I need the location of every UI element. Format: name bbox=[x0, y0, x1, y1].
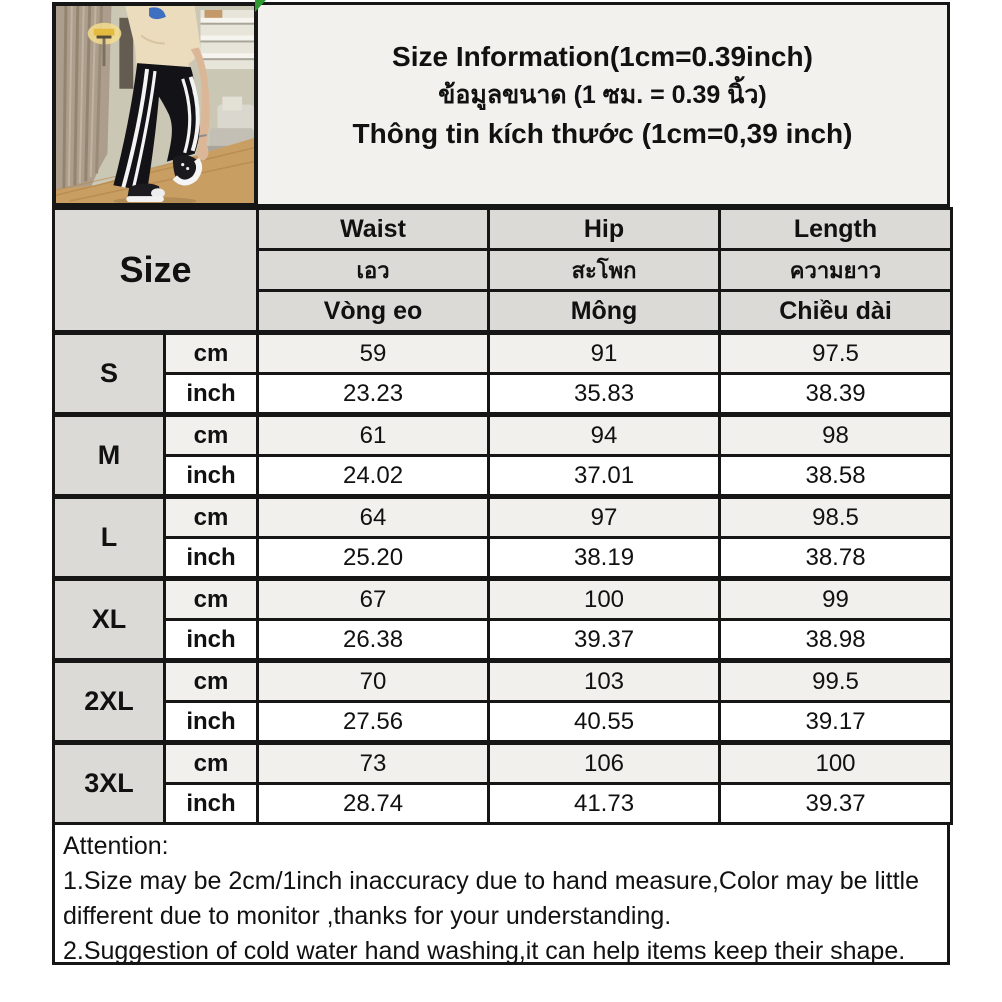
unit-label-cm: cm bbox=[165, 579, 258, 620]
size-row-cm bbox=[54, 497, 952, 538]
length-cm-value: 100 bbox=[720, 743, 952, 784]
length-cm-value: 99.5 bbox=[720, 661, 952, 702]
unit-label-cm: cm bbox=[165, 415, 258, 456]
unit-label-inch: inch bbox=[165, 784, 258, 824]
attention-box bbox=[52, 825, 950, 965]
length-cm-value: 98.5 bbox=[720, 497, 952, 538]
column-header-length-thai: ความยาว bbox=[720, 250, 952, 291]
unit-label-cm: cm bbox=[165, 743, 258, 784]
column-header-waist-thai: เอว bbox=[258, 250, 489, 291]
size-header: Size bbox=[54, 209, 258, 333]
product-photo bbox=[52, 2, 258, 207]
size-table-body bbox=[54, 333, 952, 824]
waist-inch-value: 24.02 bbox=[258, 456, 489, 497]
length-inch-value: 38.39 bbox=[720, 374, 952, 415]
size-chart-sheet bbox=[52, 2, 950, 965]
waist-cm-value: 70 bbox=[258, 661, 489, 702]
waist-cm-value: 73 bbox=[258, 743, 489, 784]
column-header-hip: Hip bbox=[489, 209, 720, 250]
column-header-hip-vietnamese: Mông bbox=[489, 291, 720, 333]
size-label: 2XL bbox=[54, 661, 165, 743]
unit-label-cm: cm bbox=[165, 333, 258, 374]
hip-cm-value: 106 bbox=[489, 743, 720, 784]
waist-inch-value: 28.74 bbox=[258, 784, 489, 824]
hip-cm-value: 103 bbox=[489, 661, 720, 702]
size-label: M bbox=[54, 415, 165, 497]
length-cm-value: 99 bbox=[720, 579, 952, 620]
hip-cm-value: 94 bbox=[489, 415, 720, 456]
hip-inch-value: 35.83 bbox=[489, 374, 720, 415]
column-header-length-vietnamese: Chiều dài bbox=[720, 291, 952, 333]
unit-label-inch: inch bbox=[165, 538, 258, 579]
length-inch-value: 38.58 bbox=[720, 456, 952, 497]
size-table bbox=[52, 207, 953, 825]
size-label: L bbox=[54, 497, 165, 579]
top-band bbox=[52, 2, 950, 207]
hip-cm-value: 97 bbox=[489, 497, 720, 538]
size-row-cm bbox=[54, 579, 952, 620]
unit-label-inch: inch bbox=[165, 374, 258, 415]
waist-inch-value: 23.23 bbox=[258, 374, 489, 415]
attention-note-1: 1.Size may be 2cm/1inch inaccuracy due to hand measure,Color may be little different due to monitor ,thanks for your understanding. bbox=[63, 867, 919, 930]
unit-label-inch: inch bbox=[165, 620, 258, 661]
length-cm-value: 98 bbox=[720, 415, 952, 456]
attention-heading: Attention: bbox=[63, 832, 169, 860]
size-row-cm bbox=[54, 743, 952, 784]
size-label: XL bbox=[54, 579, 165, 661]
size-label: S bbox=[54, 333, 165, 415]
column-header-hip-thai: สะโพก bbox=[489, 250, 720, 291]
size-row-inch bbox=[54, 374, 952, 415]
title-box bbox=[258, 2, 950, 207]
column-header-waist: Waist bbox=[258, 209, 489, 250]
hip-cm-value: 100 bbox=[489, 579, 720, 620]
size-label: 3XL bbox=[54, 743, 165, 824]
waist-cm-value: 61 bbox=[258, 415, 489, 456]
waist-inch-value: 26.38 bbox=[258, 620, 489, 661]
product-photo-illustration bbox=[56, 6, 254, 203]
hip-inch-value: 39.37 bbox=[489, 620, 720, 661]
size-row-inch bbox=[54, 620, 952, 661]
size-table-header bbox=[54, 209, 952, 333]
length-inch-value: 38.78 bbox=[720, 538, 952, 579]
title-english: Size Information(1cm=0.39inch) bbox=[392, 41, 813, 72]
length-inch-value: 38.98 bbox=[720, 620, 952, 661]
attention-note-2: 2.Suggestion of cold water hand washing,it can help items keep their shape. bbox=[63, 937, 906, 965]
waist-cm-value: 59 bbox=[258, 333, 489, 374]
wall-shelf bbox=[201, 10, 254, 69]
size-row-inch bbox=[54, 784, 952, 824]
waist-inch-value: 27.56 bbox=[258, 702, 489, 743]
size-row-inch bbox=[54, 538, 952, 579]
unit-label-inch: inch bbox=[165, 456, 258, 497]
hip-cm-value: 91 bbox=[489, 333, 720, 374]
hip-inch-value: 38.19 bbox=[489, 538, 720, 579]
title-vietnamese: Thông tin kích thước (1cm=0,39 inch) bbox=[352, 118, 853, 149]
waist-cm-value: 64 bbox=[258, 497, 489, 538]
waist-cm-value: 67 bbox=[258, 579, 489, 620]
size-row-cm bbox=[54, 333, 952, 374]
hip-inch-value: 40.55 bbox=[489, 702, 720, 743]
size-row-inch bbox=[54, 702, 952, 743]
size-row-inch bbox=[54, 456, 952, 497]
column-header-waist-vietnamese: Vòng eo bbox=[258, 291, 489, 333]
waist-inch-value: 25.20 bbox=[258, 538, 489, 579]
length-cm-value: 97.5 bbox=[720, 333, 952, 374]
length-inch-value: 39.17 bbox=[720, 702, 952, 743]
hip-inch-value: 37.01 bbox=[489, 456, 720, 497]
title-thai: ข้อมูลขนาด (1 ซม. = 0.39 นิ้ว) bbox=[438, 81, 767, 109]
hip-inch-value: 41.73 bbox=[489, 784, 720, 824]
sneaker-front bbox=[173, 155, 199, 185]
unit-label-cm: cm bbox=[165, 661, 258, 702]
column-header-length: Length bbox=[720, 209, 952, 250]
size-row-cm bbox=[54, 415, 952, 456]
unit-label-cm: cm bbox=[165, 497, 258, 538]
unit-label-inch: inch bbox=[165, 702, 258, 743]
size-row-cm bbox=[54, 661, 952, 702]
length-inch-value: 39.37 bbox=[720, 784, 952, 824]
